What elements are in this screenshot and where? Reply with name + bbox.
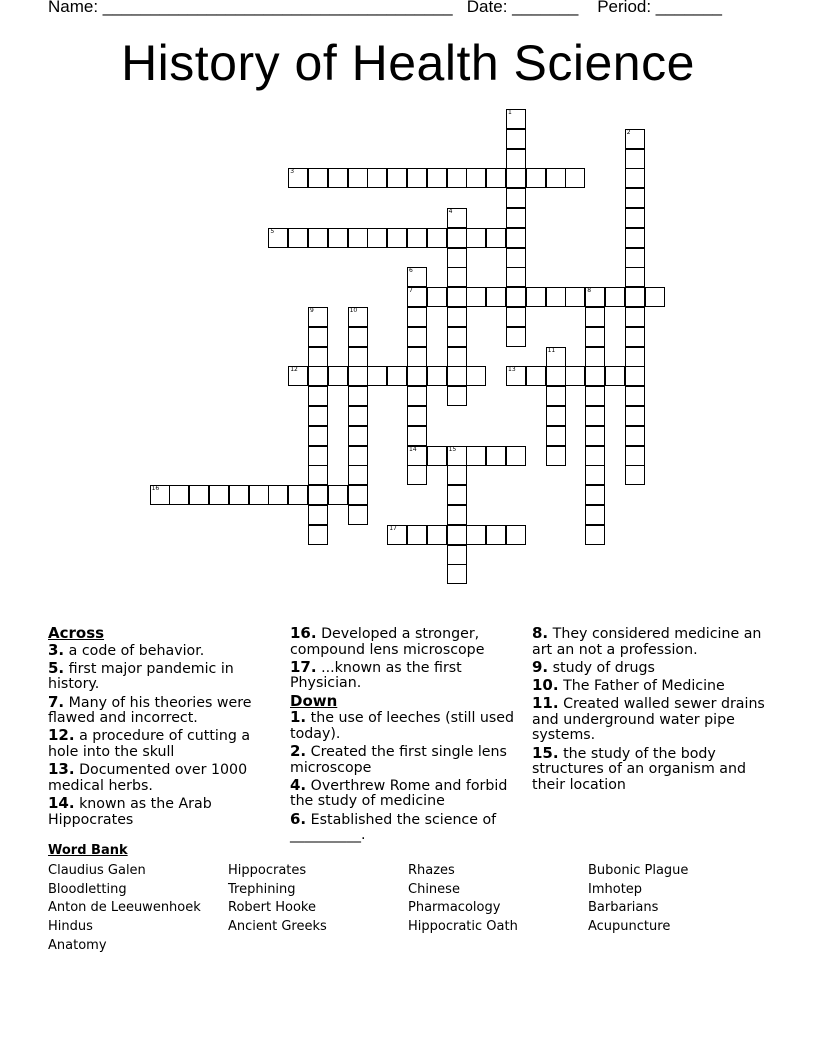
crossword-cell[interactable]: [407, 366, 427, 386]
crossword-cell[interactable]: [585, 366, 605, 386]
crossword-cell[interactable]: [348, 505, 368, 525]
word-bank-item: Hindus: [48, 919, 93, 935]
crossword-cell[interactable]: [387, 228, 407, 248]
crossword-cell[interactable]: [427, 525, 447, 545]
crossword-cell[interactable]: [387, 168, 407, 188]
crossword-cell[interactable]: [466, 287, 486, 307]
clue-number: 14: [409, 445, 417, 453]
word-bank-item: Bubonic Plague: [588, 863, 689, 878]
clue-across-14: 14. known as the Arab Hippocrates: [48, 793, 212, 828]
crossword-cell[interactable]: [288, 168, 308, 188]
crossword-cell[interactable]: [466, 525, 486, 545]
crossword-cell[interactable]: [407, 465, 427, 485]
crossword-cell[interactable]: [625, 446, 645, 466]
crossword-cell[interactable]: [447, 525, 467, 545]
crossword-cell[interactable]: [605, 287, 625, 307]
crossword-cell[interactable]: [625, 366, 645, 386]
word-bank-title: Word Bank: [48, 843, 128, 858]
crossword-cell[interactable]: [407, 168, 427, 188]
crossword-cell[interactable]: [447, 208, 467, 228]
crossword-cell[interactable]: [546, 406, 566, 426]
crossword-cell[interactable]: [625, 267, 645, 287]
crossword-cell[interactable]: [466, 366, 486, 386]
crossword-cell[interactable]: [585, 446, 605, 466]
clue-number: 11: [547, 346, 556, 354]
clues-column-2: [290, 626, 515, 845]
crossword-cell[interactable]: [585, 426, 605, 446]
crossword-cell[interactable]: [407, 228, 427, 248]
crossword-cell[interactable]: [427, 228, 447, 248]
crossword-cell[interactable]: [447, 327, 467, 347]
crossword-cell[interactable]: [447, 366, 467, 386]
word-bank-item: Robert Hooke: [228, 900, 316, 916]
clue-number: 9: [310, 307, 314, 314]
crossword-cell[interactable]: [407, 267, 427, 287]
crossword-cell[interactable]: [625, 307, 645, 327]
crossword-cell[interactable]: [348, 347, 368, 367]
crossword-cell[interactable]: [506, 129, 526, 149]
clue-number: 16: [151, 485, 160, 493]
clue-number: 15: [448, 445, 457, 453]
crossword-cell[interactable]: [427, 446, 447, 466]
crossword-cell[interactable]: [506, 525, 526, 545]
crossword-cell[interactable]: [348, 446, 368, 466]
crossword-cell[interactable]: [447, 386, 467, 406]
crossword-cell[interactable]: [506, 188, 526, 208]
crossword-cell[interactable]: [546, 446, 566, 466]
crossword-cell[interactable]: [625, 168, 645, 188]
crossword-cell[interactable]: [249, 485, 269, 505]
crossword-cell[interactable]: [546, 168, 566, 188]
crossword-cell[interactable]: [565, 366, 585, 386]
crossword-cell[interactable]: [308, 307, 328, 327]
crossword-cell[interactable]: [367, 228, 387, 248]
crossword-cell[interactable]: [546, 287, 566, 307]
clue-number: 10: [349, 307, 358, 314]
crossword-cell[interactable]: [585, 505, 605, 525]
crossword-cell[interactable]: [348, 426, 368, 446]
crossword-cell[interactable]: [407, 327, 427, 347]
crossword-cell[interactable]: [466, 446, 486, 466]
crossword-cell[interactable]: [625, 327, 645, 347]
crossword-cell[interactable]: [209, 485, 229, 505]
clues-column-1: [48, 626, 273, 830]
crossword-cell[interactable]: [348, 465, 368, 485]
clue-across-5: 5. first major pandemic in history.: [48, 658, 234, 693]
crossword-cell[interactable]: [288, 228, 308, 248]
word-bank-item: Claudius Galen: [48, 863, 146, 878]
crossword-cell[interactable]: [328, 228, 348, 248]
crossword-cell[interactable]: [328, 168, 348, 188]
crossword-cell[interactable]: [407, 347, 427, 367]
word-bank-item: Hippocrates: [228, 863, 307, 878]
crossword-cell[interactable]: [486, 446, 506, 466]
clue-across-12: 12. a procedure of cutting a hole into the skull: [48, 726, 251, 760]
clue-down-8: 8. They considered medicine an art an not a profession.: [532, 624, 762, 658]
clue-down-2: 2. Created the first single lens microscope: [290, 741, 507, 776]
crossword-cell[interactable]: [585, 485, 605, 505]
crossword-cell[interactable]: [585, 386, 605, 406]
crossword-cell[interactable]: [308, 525, 328, 545]
crossword-cell[interactable]: [308, 386, 328, 406]
crossword-cell[interactable]: [427, 366, 447, 386]
crossword-cell[interactable]: [565, 168, 585, 188]
clue-number: 3: [290, 168, 295, 176]
crossword-cell[interactable]: [585, 347, 605, 367]
crossword-cell[interactable]: [506, 248, 526, 268]
crossword-cell[interactable]: [625, 287, 645, 307]
header-name-date-period: Name: _____________________________________ Date: _______ Period: _______: [48, 0, 722, 16]
crossword-cell[interactable]: [546, 366, 566, 386]
crossword-cell[interactable]: [367, 168, 387, 188]
crossword-cell[interactable]: [308, 366, 328, 386]
crossword-cell[interactable]: [447, 465, 467, 485]
crossword-cell[interactable]: [447, 347, 467, 367]
crossword-cell[interactable]: [625, 208, 645, 228]
crossword-cell[interactable]: [407, 386, 427, 406]
word-bank-item: Hippocratic Oath: [408, 919, 518, 935]
crossword-cell[interactable]: [407, 406, 427, 426]
crossword-cell[interactable]: [308, 505, 328, 525]
clue-number: 5: [270, 227, 275, 235]
clue-down-9: 9. study of drugs: [532, 657, 655, 676]
crossword-cell[interactable]: [625, 347, 645, 367]
crossword-cell[interactable]: [645, 287, 665, 307]
crossword-cell[interactable]: [506, 287, 526, 307]
clue-number: 13: [508, 366, 516, 374]
crossword-cell[interactable]: [447, 545, 467, 565]
clue-number: 8: [587, 287, 592, 295]
crossword-cell[interactable]: [506, 149, 526, 169]
word-bank-item: Pharmacology: [408, 900, 501, 916]
crossword-cell[interactable]: [625, 386, 645, 406]
crossword-cell[interactable]: [526, 287, 546, 307]
crossword-cell[interactable]: [308, 228, 328, 248]
crossword-cell[interactable]: [308, 426, 328, 446]
crossword-cell[interactable]: [288, 366, 308, 386]
crossword-cell[interactable]: [308, 465, 328, 485]
crossword-cell[interactable]: [407, 287, 427, 307]
crossword-cell[interactable]: [506, 366, 526, 386]
crossword-cell[interactable]: [308, 406, 328, 426]
word-bank-item: Imhotep: [588, 881, 643, 897]
crossword-cell[interactable]: [427, 168, 447, 188]
crossword-cell[interactable]: [506, 228, 526, 248]
crossword-cell[interactable]: [387, 366, 407, 386]
crossword-cell[interactable]: [585, 327, 605, 347]
word-bank-item: Anatomy: [48, 937, 107, 953]
crossword-cell[interactable]: [506, 327, 526, 347]
crossword-cell[interactable]: [625, 248, 645, 268]
down-heading: Down: [290, 691, 338, 710]
crossword-cell[interactable]: [308, 327, 328, 347]
clue-down-6: 6. Established the science of __________.: [290, 809, 497, 844]
crossword-cell[interactable]: [189, 485, 209, 505]
crossword-cell[interactable]: [447, 168, 467, 188]
clue-down-4: 4. Overthrew Rome and forbid the study of medicine: [290, 775, 508, 810]
word-bank-item: Chinese: [408, 881, 460, 897]
crossword-cell[interactable]: [407, 446, 427, 466]
crossword-cell[interactable]: [506, 109, 526, 129]
word-bank-item: Acupuncture: [588, 919, 671, 935]
crossword-cell[interactable]: [348, 485, 368, 505]
crossword-cell[interactable]: [546, 386, 566, 406]
clue-number: 7: [409, 287, 413, 295]
word-bank-item: Trephining: [228, 881, 296, 897]
crossword-cell[interactable]: [229, 485, 249, 505]
crossword-cell[interactable]: [625, 228, 645, 248]
crossword-cell[interactable]: [466, 228, 486, 248]
crossword-cell[interactable]: [625, 149, 645, 169]
crossword-cell[interactable]: [348, 366, 368, 386]
crossword-cell[interactable]: [506, 267, 526, 287]
crossword-cell[interactable]: [486, 228, 506, 248]
crossword-cell[interactable]: [526, 366, 546, 386]
clue-across-7: 7. Many of his theories were flawed and incorrect.: [48, 692, 252, 727]
clue-across-3: 3. a code of behavior.: [48, 640, 205, 659]
crossword-cell[interactable]: [466, 168, 486, 188]
crossword-cell[interactable]: [625, 129, 645, 149]
crossword-cell[interactable]: [447, 228, 467, 248]
crossword-cell[interactable]: [348, 386, 368, 406]
clue-down-10: 10. The Father of Medicine: [532, 675, 725, 694]
crossword-cell[interactable]: [288, 485, 308, 505]
crossword-cell[interactable]: [625, 465, 645, 485]
crossword-cell[interactable]: [348, 228, 368, 248]
crossword-cell[interactable]: [268, 485, 288, 505]
crossword-cell[interactable]: [506, 208, 526, 228]
crossword-cell[interactable]: [150, 485, 170, 505]
crossword-cell[interactable]: [486, 525, 506, 545]
crossword-cell[interactable]: [348, 307, 368, 327]
crossword-cell[interactable]: [625, 188, 645, 208]
crossword-cell[interactable]: [585, 307, 605, 327]
crossword-cell[interactable]: [169, 485, 189, 505]
clue-down-1: 1. the use of leeches (still used today).: [290, 708, 515, 742]
crossword-cell[interactable]: [585, 465, 605, 485]
word-bank-item: Ancient Greeks: [228, 919, 327, 935]
crossword-cell[interactable]: [447, 267, 467, 287]
clue-number: 4: [448, 208, 453, 215]
crossword-cell[interactable]: [308, 446, 328, 466]
clue-down-11: 11. Created walled sewer drains and underground water pipe systems.: [532, 694, 765, 744]
clue-number: 2: [626, 128, 631, 136]
clue-number: 17: [389, 524, 397, 532]
clue-down-15: 15. the study of the body structures of an organism and their location: [532, 743, 746, 793]
crossword-cell[interactable]: [585, 525, 605, 545]
crossword-cell[interactable]: [447, 564, 467, 584]
crossword-cell[interactable]: [447, 505, 467, 525]
crossword-cell[interactable]: [387, 525, 407, 545]
crossword-cell[interactable]: [565, 287, 585, 307]
crossword-cell[interactable]: [308, 168, 328, 188]
crossword-cell[interactable]: [447, 287, 467, 307]
crossword-cell[interactable]: [367, 366, 387, 386]
crossword-cell[interactable]: [486, 287, 506, 307]
crossword-cell[interactable]: [348, 406, 368, 426]
crossword-cell[interactable]: [447, 307, 467, 327]
crossword-cell[interactable]: [506, 307, 526, 327]
crossword-cell[interactable]: [605, 366, 625, 386]
page-title: History of Health Science: [121, 35, 695, 91]
crossword-cell[interactable]: [407, 426, 427, 446]
clue-across-16: 16. Developed a stronger, compound lens microscope: [290, 624, 485, 658]
word-bank-item: Barbarians: [588, 900, 659, 916]
crossword-cell[interactable]: [506, 446, 526, 466]
crossword-cell[interactable]: [348, 327, 368, 347]
clue-across-13: 13. Documented over 1000 medical herbs.: [48, 760, 248, 794]
clue-number: 12: [290, 366, 298, 374]
crossword-cell[interactable]: [585, 406, 605, 426]
crossword-cell[interactable]: [447, 485, 467, 505]
crossword-cell[interactable]: [328, 485, 348, 505]
crossword-cell[interactable]: [427, 287, 447, 307]
crossword-cell[interactable]: [625, 406, 645, 426]
crossword-cell[interactable]: [506, 168, 526, 188]
crossword-cell[interactable]: [328, 366, 348, 386]
crossword-cell[interactable]: [407, 307, 427, 327]
clue-across-17: 17. ...known as the first Physician.: [290, 657, 462, 692]
word-bank-item: Rhazes: [408, 863, 455, 878]
crossword-cell[interactable]: [407, 525, 427, 545]
clues-column-3: [532, 626, 772, 795]
crossword-cell[interactable]: [268, 228, 288, 248]
crossword-cell[interactable]: [348, 168, 368, 188]
crossword-cell[interactable]: [546, 347, 566, 367]
crossword-cell[interactable]: [526, 168, 546, 188]
crossword-cell[interactable]: [308, 485, 328, 505]
crossword-cell[interactable]: [447, 446, 467, 466]
crossword-cell[interactable]: [308, 347, 328, 367]
crossword-cell[interactable]: [486, 168, 506, 188]
crossword-cell[interactable]: [546, 426, 566, 446]
clue-number: 6: [409, 267, 413, 275]
crossword-cell[interactable]: [585, 287, 605, 307]
word-bank-item: Anton de Leeuwenhoek: [48, 900, 201, 916]
across-heading: Across: [48, 624, 105, 642]
crossword-cell[interactable]: [625, 426, 645, 446]
clue-number: 1: [508, 109, 512, 116]
word-bank-item: Bloodletting: [48, 881, 127, 897]
crossword-cell[interactable]: [447, 248, 467, 268]
